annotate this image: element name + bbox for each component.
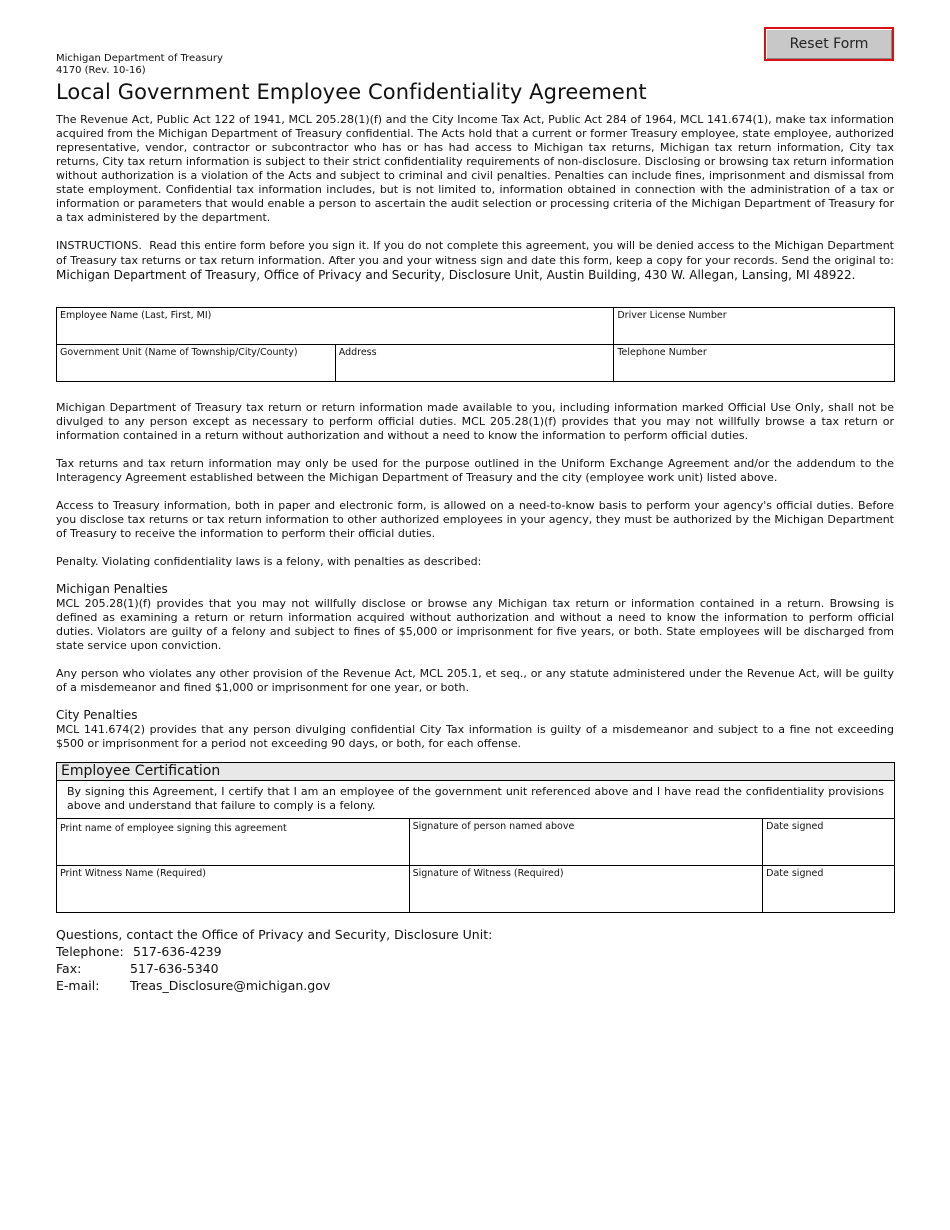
signature-field[interactable]	[409, 819, 763, 866]
city-penalties-text: MCL 141.674(2) provides that any person divulging confidential City Tax information is guilty of a misdemeanor and subject to a fine not exceeding $500 or imprisonment for a period not exceeding 90 days, or both, for each offense.	[56, 723, 894, 750]
telephone-label: Telephone Number	[617, 347, 707, 358]
witness-signature-label: Signature of Witness (Required)	[412, 868, 564, 879]
contact-fax-row	[56, 960, 219, 977]
employee-name-label: Employee Name (Last, First, MI)	[60, 310, 212, 321]
signature-table	[56, 818, 895, 913]
reset-form-button[interactable]: Reset Form	[764, 27, 894, 61]
date-signed-field[interactable]	[763, 819, 895, 866]
date-signed-label: Date signed	[766, 821, 824, 832]
contact-telephone: 517-636-4239	[133, 944, 222, 959]
driver-license-field[interactable]	[614, 308, 895, 345]
fax-label-text: Fax:	[56, 961, 82, 976]
intro-paragraph: The Revenue Act, Public Act 122 of 1941, MCL 205.28(1)(f) and the City Income Tax Act, Public Act 284 of 1964, MCL 141.674(1), make tax information acquired from the Michigan Department of Treasury confidential. The Acts hold that a current or former Treasury employee, state employee, authorized representative, vendor, contractor or subcontractor who has or has had access to Michigan tax returns, Michigan tax return information, City tax returns, City tax return information is subject to their strict confidentiality requirements of non-disclosure. Disclosing or browsing tax return information without authorization is a violation of the Acts and subject to criminal and civil penalties. Penalties can include fines, imprisonment and dismissal from state employment. Confidential tax information includes, but is not limited to, information obtained in connection with the administration of a tax or information or parameters that would enable a person to ascertain the audit selection or processing criteria of the Michigan Department of Treasury for a tax administered by the department.	[56, 113, 894, 224]
witness-name-label: Print Witness Name (Required)	[60, 868, 206, 879]
employee-info-table	[56, 307, 895, 382]
government-unit-label: Government Unit (Name of Township/City/County)	[60, 347, 298, 358]
michigan-penalties-heading: Michigan Penalties	[56, 582, 168, 596]
witness-name-field[interactable]	[57, 866, 410, 913]
telephone-field[interactable]	[614, 345, 895, 382]
witness-date-field[interactable]	[763, 866, 895, 913]
contact-email-row	[56, 977, 330, 994]
print-name-field[interactable]	[57, 819, 410, 866]
contact-telephone-row	[56, 943, 222, 960]
address-label: Address	[338, 347, 377, 358]
print-name-label: Print name of employee signing this agreement	[60, 823, 287, 834]
form-number: 4170 (Rev. 10-16)	[56, 65, 146, 76]
government-unit-field[interactable]	[57, 345, 336, 382]
contact-fax: 517-636-5340	[130, 961, 219, 976]
certification-heading: Employee Certification	[56, 762, 895, 781]
penalty-statement: Penalty. Violating confidentiality laws is a felony, with penalties as described:	[56, 555, 482, 568]
body-paragraph-3: Access to Treasury information, both in paper and electronic form, is allowed on a need-to-know basis to perform your agency's official duties. Before you disclose tax returns or tax return information to other authorized employees in your agency, they must be authorized by the Michigan Department of Treasury to receive the information to perform their official duties.	[56, 499, 894, 540]
department-name: Michigan Department of Treasury	[56, 53, 223, 64]
mailing-address: Michigan Department of Treasury, Office of Privacy and Security, Disclosure Unit, Austin Building, 430 W. Allegan, Lansing, MI 48922.	[56, 268, 856, 282]
witness-date-label: Date signed	[766, 868, 824, 879]
contact-email[interactable]: Treas_Disclosure@michigan.gov	[130, 978, 331, 993]
instructions-paragraph	[56, 238, 894, 283]
misdemeanor-text: Any person who violates any other provision of the Revenue Act, MCL 205.1, et seq., or any statute administered under the Revenue Act, will be guilty of a misdemeanor and fined $1,000 or imprisonment for one year, or both.	[56, 667, 894, 694]
address-field[interactable]	[335, 345, 614, 382]
body-paragraph-2: Tax returns and tax return information may only be used for the purpose outlined in the Uniform Exchange Agreement and/or the addendum to the Interagency Agreement established between the Michigan Department of Treasury and the city (employee work unit) listed above.	[56, 457, 894, 484]
witness-signature-field[interactable]	[409, 866, 763, 913]
email-label-text: E-mail:	[56, 978, 100, 993]
signature-label: Signature of person named above	[412, 821, 575, 832]
certification-statement: By signing this Agreement, I certify that I am an employee of the government unit referenced above and I have read the confidentiality provisions above and understand that failure to comply is a felony.	[56, 781, 895, 819]
instructions-text: Read this entire form before you sign it. If you do not complete this agreement, you will be denied access to the Michigan Department of Treasury tax returns or tax return information. After you and your witness sign and date this form, keep a copy for your records. Send the original to:	[56, 239, 894, 267]
page-title: Local Government Employee Confidentiality Agreement	[56, 80, 647, 104]
employee-name-field[interactable]	[57, 308, 614, 345]
instructions-label: INSTRUCTIONS.	[56, 239, 142, 252]
contact-intro: Questions, contact the Office of Privacy and Security, Disclosure Unit:	[56, 927, 493, 942]
driver-license-label: Driver License Number	[617, 310, 727, 321]
city-penalties-heading: City Penalties	[56, 708, 138, 722]
body-paragraph-1: Michigan Department of Treasury tax return or return information made available to you, including information marked Official Use Only, shall not be divulged to any person except as necessary to perform official duties. MCL 205.28(1)(f) provides that you may not willfully browse a tax return or information contained in a return without authorization and without a need to know the information to perform official duties.	[56, 401, 894, 442]
michigan-penalties-text: MCL 205.28(1)(f) provides that you may not willfully disclose or browse any Michigan tax return or information contained in a return. Browsing is defined as examining a return or return information acquired without authorization and without a need to know the information to perform official duties. Violators are guilty of a felony and subject to fines of $5,000 or imprisonment for five years, or both. State employees will be discharged from state service upon conviction.	[56, 597, 894, 652]
telephone-label-text: Telephone:	[56, 944, 124, 959]
